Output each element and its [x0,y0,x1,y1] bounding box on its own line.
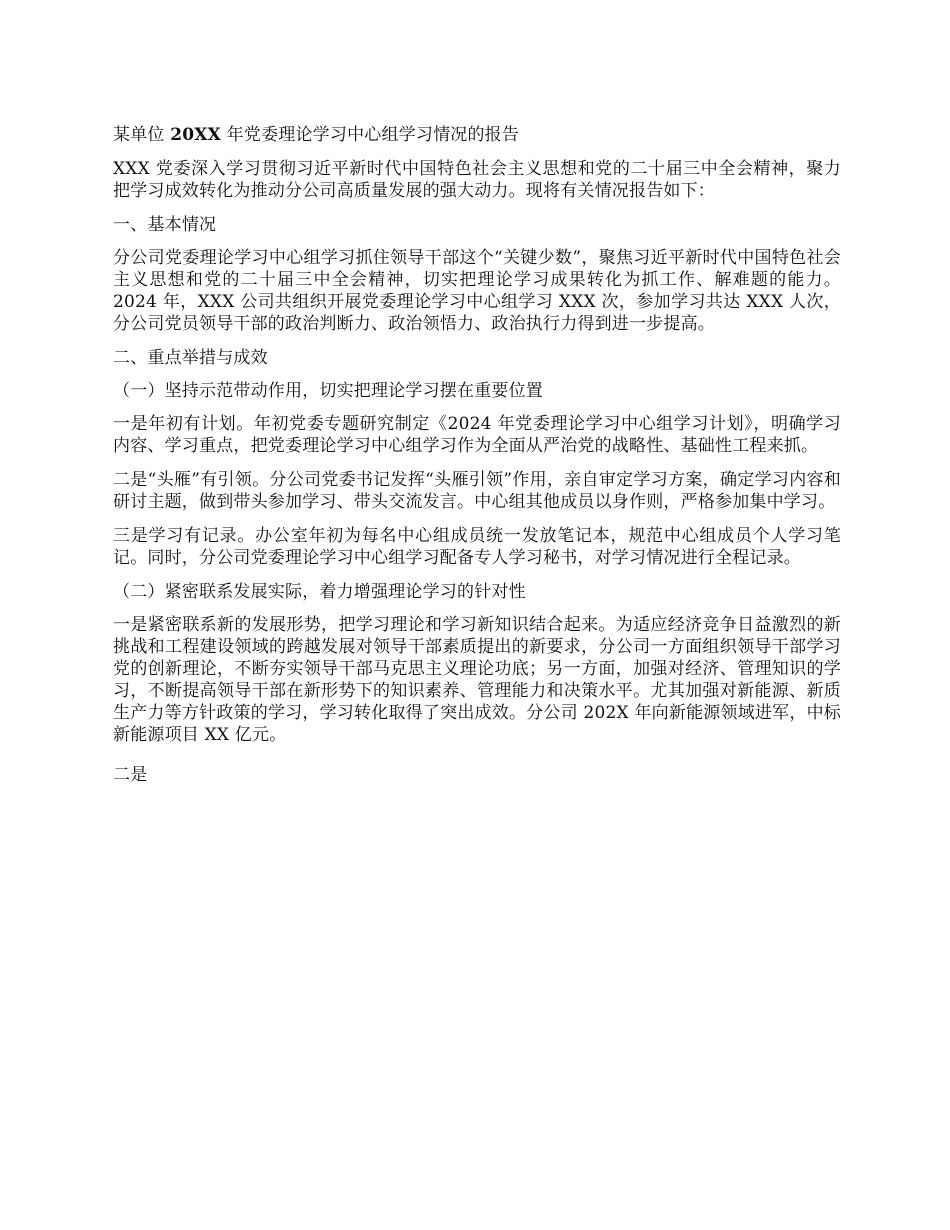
sub2-item-development: 一是紧密联系新的发展形势，把学习理论和学习新知识结合起来。为适应经济竞争日益激烈的新挑战和工程建设领域的跨越发展对领导干部素质提出的新要求，分公司一方面组织领导干部学习党的创新理论，不断夯实领导干部马克思主义理论功底；另一方面，加强对经济、管理知识的学习，不断提高领导干部在新形势下的知识素养、管理能力和决策水平。尤其加强对新能源、新质生产力等方针政策的学习，学习转化取得了突出成效。分公司 202X 年向新能源领域进军，中标新能源项目 XX 亿元。 [113,615,841,745]
document-title [113,124,841,146]
document-page [113,124,841,798]
sub2-item-truncated: 二是 [113,765,148,785]
intro-paragraph: XXX 党委深入学习贯彻习近平新时代中国特色社会主义思想和党的二十届三中全会精神，聚力把学习成效转化为推动分公司高质量发展的强大动力。现将有关情况报告如下： [113,159,841,201]
section2-heading: 二、重点举措与成效 [113,348,268,368]
section1-heading: 一、基本情况 [113,215,217,235]
sub1-item-lead: 二是“头雁”有引领。分公司党委书记发挥“头雁引领”作用，亲自审定学习方案，确定学习内容和研讨主题，做到带头参加学习、带头交流发言。中心组其他成员以身作则，严格参加集中学习。 [113,470,841,512]
section1-body: 分公司党委理论学习中心组学习抓住领导干部这个“关键少数”，聚焦习近平新时代中国特色社会主义思想和党的二十届三中全会精神，切实把理论学习成果转化为抓工作、解难题的能力。2024 年，XXX 公司共组织开展党委理论学习中心组学习 XXX 次，参加学习共达 XXX 人次，分公司党员领导干部的政治判断力、政治领悟力、政治执行力得到进一步提高。 [113,248,841,334]
title-prefix: 某单位 [113,125,171,145]
sub1-item-record: 三是学习有记录。办公室年初为每名中心组成员统一发放笔记本，规范中心组成员个人学习笔记。同时，分公司党委理论学习中心组学习配备专人学习秘书，对学习情况进行全程记录。 [113,526,841,568]
section2-sub2-heading: （二）紧密联系发展实际，着力增强理论学习的针对性 [113,582,526,602]
section2-sub1-heading: （一）坚持示范带动作用，切实把理论学习摆在重要位置 [113,381,543,401]
title-suffix: 年党委理论学习中心组学习情况的报告 [221,125,520,145]
title-year: 20XX [170,125,222,145]
sub1-item-plan: 一是年初有计划。年初党委专题研究制定《2024 年党委理论学习中心组学习计划》，明确学习内容、学习重点，把党委理论学习中心组学习作为全面从严治党的战略性、基础性工程来抓。 [113,414,841,456]
